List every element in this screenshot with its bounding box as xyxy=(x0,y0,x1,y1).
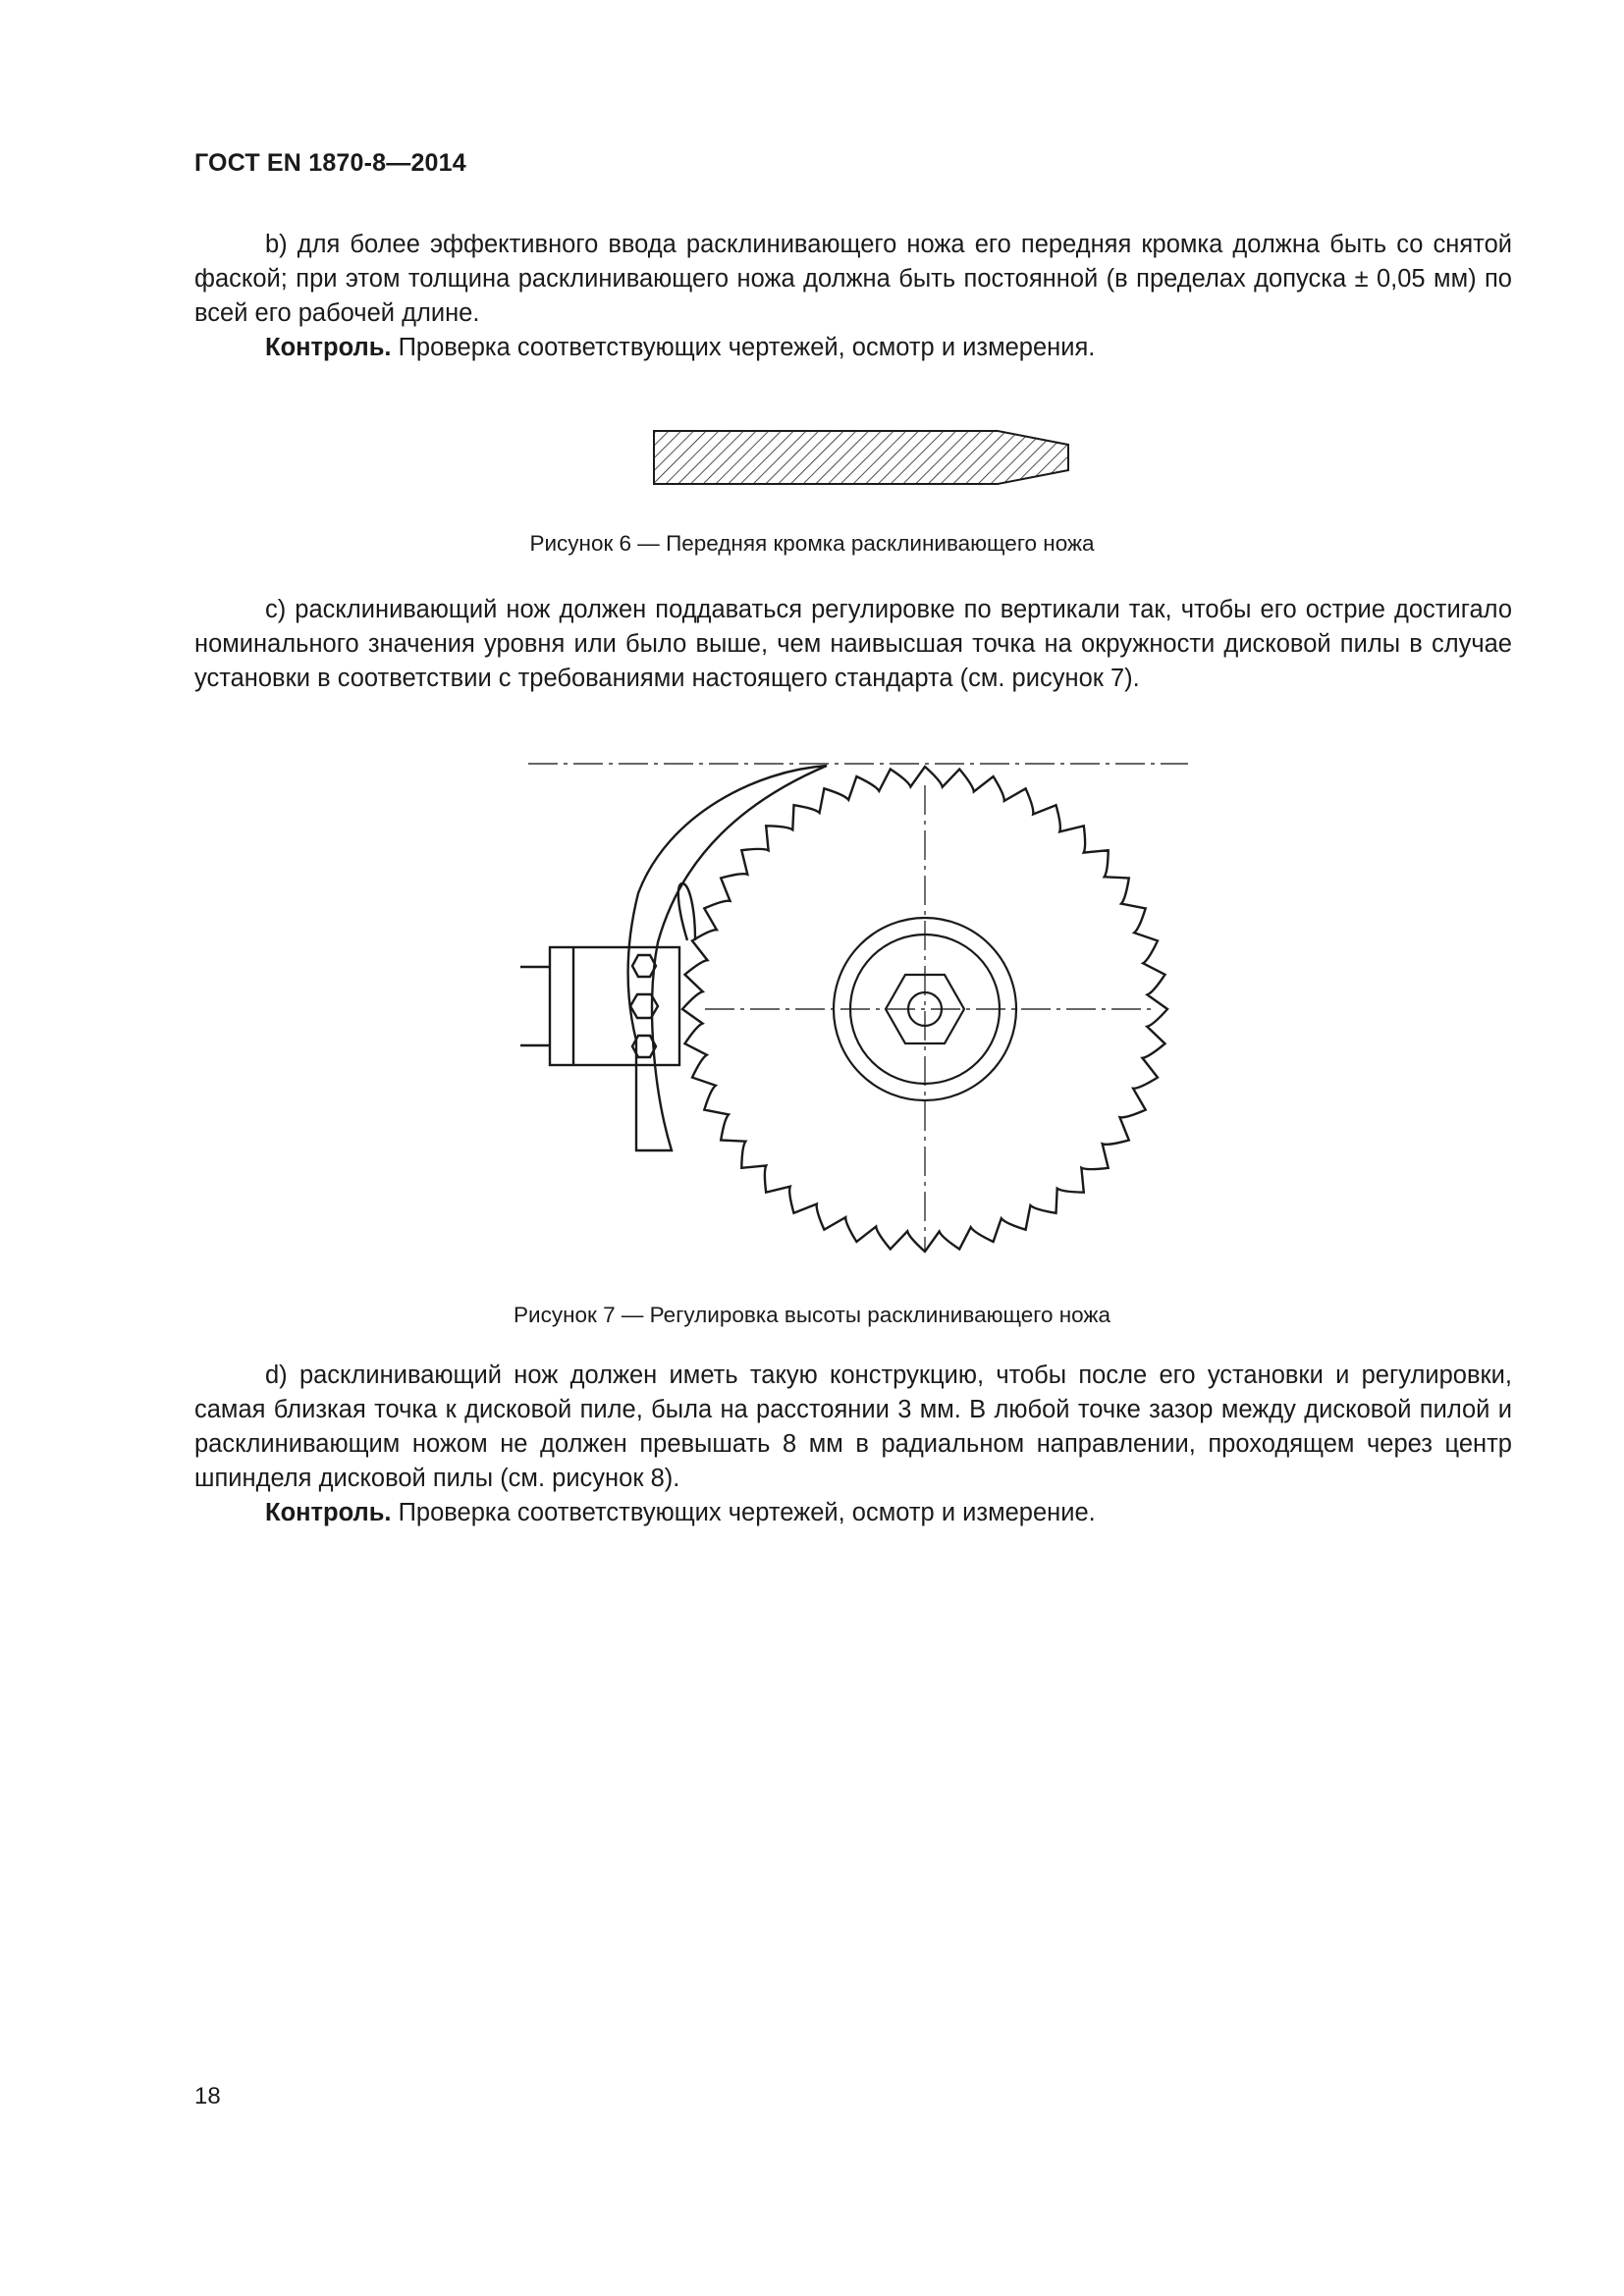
riving-knife xyxy=(628,766,827,1150)
section-b-control xyxy=(194,331,1512,365)
document-header: ГОСТ EN 1870-8—2014 xyxy=(194,149,466,177)
section-d-control xyxy=(194,1496,1512,1530)
control-text: Проверка соответствующих чертежей, осмотр и измерения. xyxy=(391,334,1096,361)
control-text: Проверка соответствующих чертежей, осмотр и измерение. xyxy=(391,1499,1096,1526)
section-c-text: c) расклинивающий нож должен поддаваться регулировке по вертикали так, чтобы его острие достигало номинального значения уровня или было выше, чем наивысшая точка на окружности дисковой пилы в случае установки в соответствии с требованиями настоящего стандарта (см. рисунок 7). xyxy=(194,596,1512,692)
figure-7-caption: Рисунок 7 — Регулировка высоты расклинивающего ножа xyxy=(514,1303,1110,1327)
page-number: 18 xyxy=(194,2083,221,2109)
figure-6-knife-edge xyxy=(648,426,1070,489)
bolt-1 xyxy=(632,955,656,977)
section-c xyxy=(194,593,1512,696)
section-d-text: d) расклинивающий нож должен иметь такую конструкцию, чтобы после его установки и регулировки, самая близкая точка к дисковой пиле, была на расстоянии 3 мм. В любой точке зазор между дисковой пилой и расклинивающим ножом не должен превышать 8 мм в радиальном направлении, проходящем через центр шпинделя дисковой пилы (см. рисунок 8). xyxy=(194,1362,1512,1492)
bolt-2 xyxy=(630,994,658,1018)
control-label: Контроль. xyxy=(265,334,392,361)
section-b-text: b) для более эффективного ввода расклинивающего ножа его передняя кромка должна быть со снятой фаской; при этом толщина расклинивающего ножа должна быть постоянной (в пределах допуска ± 0,05 мм) по всей его рабочей длине. xyxy=(194,231,1512,327)
figure-6-caption: Рисунок 6 — Передняя кромка расклинивающего ножа xyxy=(529,531,1095,556)
section-d xyxy=(194,1359,1512,1530)
centerlines xyxy=(528,764,1188,1252)
control-label: Контроль. xyxy=(265,1499,392,1526)
knife-clamp xyxy=(520,947,679,1065)
section-b xyxy=(194,228,1512,365)
figure-7-saw-diagram xyxy=(520,746,1208,1276)
